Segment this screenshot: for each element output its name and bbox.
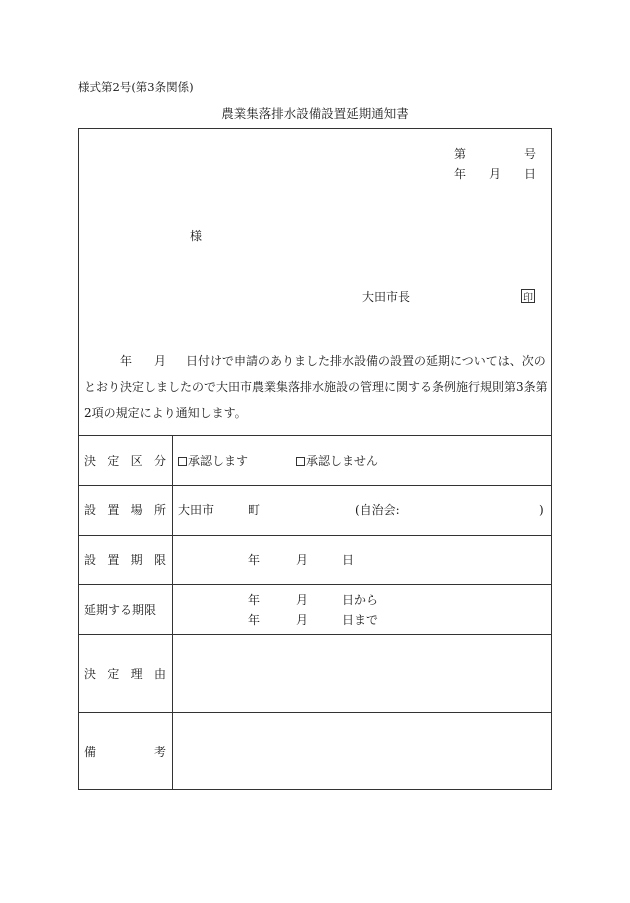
deadline-month: 月 [296,553,309,567]
reason-label: 決 定 理 由 [84,667,166,681]
date-month: 月 [489,167,502,181]
doc-number-suffix: 号 [524,147,537,161]
location-association-close: ) [539,503,544,517]
notice-paragraph: 年 月 日付けで申請のありました排水設備の設置の延期については、次のとおり決定しましたので大田市農業集落排水施設の管理に関する条例施行規則第3条第2項の規定により通知します。 [84,354,548,420]
extension-from-year: 年 [248,593,261,607]
location-label: 設 置 場 所 [84,503,166,517]
deadline-day: 日 [342,553,355,567]
remarks-field[interactable] [173,714,551,789]
divider-decision [78,435,552,436]
extension-from-month: 月 [296,593,309,607]
remarks-label: 備 考 [84,745,166,759]
date-year: 年 [454,167,467,181]
divider-reason [78,634,552,635]
approve-checkbox[interactable] [178,457,187,466]
reject-option[interactable]: 承認しません [296,455,378,467]
date-day: 日 [524,167,537,181]
divider-remarks [78,712,552,713]
divider-extension [78,584,552,585]
decision-label: 決 定 区 分 [84,454,166,468]
divider-location [78,485,552,486]
extension-to-year: 年 [248,613,261,627]
seal-stamp: 印 [521,289,535,303]
reason-field[interactable] [173,636,551,711]
approve-option[interactable]: 承認します [178,455,248,467]
location-city: 大田市 [178,503,215,517]
deadline-label: 設 置 期 限 [84,553,166,567]
document-title: 農業集落排水設備設置延期通知書 [221,106,409,121]
issuer-name: 大田市長 [362,290,411,304]
reject-checkbox[interactable] [296,457,305,466]
extension-to-day: 日まで [342,613,379,627]
extension-from-day: 日から [342,593,379,607]
extension-to-month: 月 [296,613,309,627]
location-association-open: (自治会: [355,503,400,517]
location-town: 町 [248,503,261,517]
divider-deadline [78,535,552,536]
deadline-year: 年 [248,553,261,567]
form-number: 様式第2号(第3条関係) [78,80,194,94]
addressee-suffix: 様 [190,229,203,243]
extension-label: 延期する期限 [84,603,157,617]
doc-number-prefix: 第 [454,147,467,161]
